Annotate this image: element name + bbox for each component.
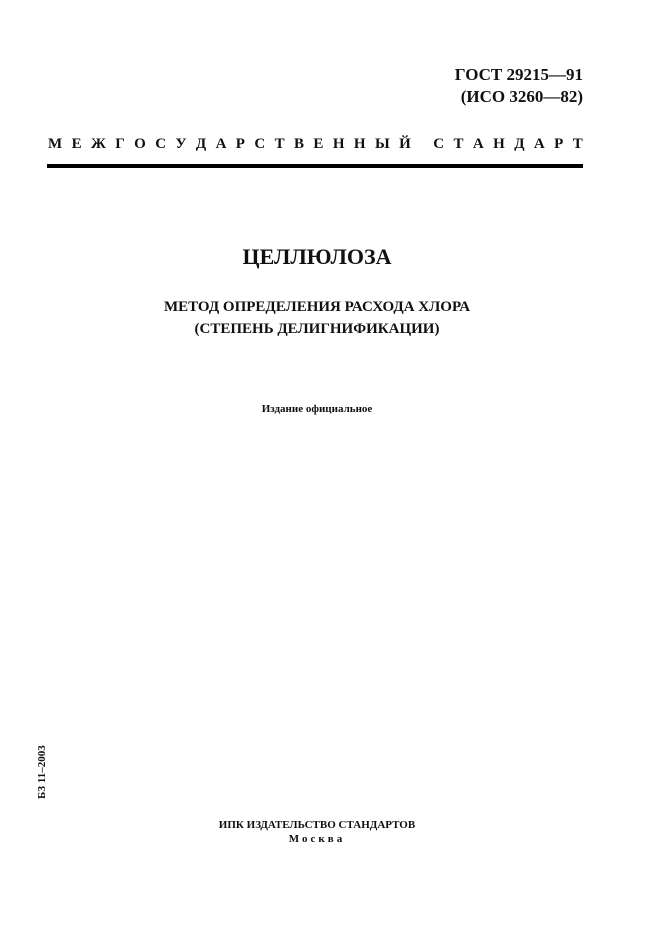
subtitle-line-1: МЕТОД ОПРЕДЕЛЕНИЯ РАСХОДА ХЛОРА [163,299,471,315]
standard-label-letter: Т [572,136,583,152]
header-rule [47,164,583,168]
publisher-city: Москва [288,833,346,845]
standard-label-letter: В [294,136,305,152]
standard-label-letter: С [433,136,445,152]
standard-label-letter: Ы [374,136,390,152]
standard-label-letter: С [155,136,167,152]
standard-label-letter: А [215,136,227,152]
standard-label-letter: С [254,136,266,152]
gost-number: ГОСТ 29215—91 [454,65,583,84]
standard-label-letter: А [533,136,545,152]
document-number-block [455,64,583,108]
standard-label-letter: Н [332,136,345,152]
publisher-name: ИПК ИЗДАТЕЛЬСТВО СТАНДАРТОВ [218,819,416,831]
standard-label-letter: Е [71,136,82,152]
standard-label-letter: Г [115,136,125,152]
standard-label-letter: Д [514,136,525,152]
publisher-block [0,818,634,846]
document-title: ЦЕЛЛЮЛОЗА [242,244,392,269]
standard-label-letter: Й [399,136,411,152]
side-catalog-code: БЗ 11–2003 [36,745,48,799]
standard-label-letter: Н [353,136,366,152]
standard-label-letter: Ж [90,136,106,152]
standard-label-letter: У [175,136,187,152]
subtitle-line-2: (СТЕПЕНЬ ДЕЛИГНИФИКАЦИИ) [194,321,440,337]
standard-label-letter: Д [195,136,207,152]
document-subtitle [0,296,634,340]
standard-label-letter: М [48,136,63,152]
standard-label-letter: Т [453,136,464,152]
iso-number: (ИСО 3260—82) [460,87,583,106]
standard-label-letter: Н [493,136,505,152]
standard-label-letter: Р [554,136,564,152]
official-edition-note: Издание официальное [261,403,373,415]
standard-label-letter: Е [313,136,324,152]
interstate-standard-label [48,136,583,153]
standard-label-letter: О [134,136,146,152]
standard-label-letter: Р [235,136,245,152]
standard-label-letter: А [472,136,484,152]
standard-label-letter: Т [274,136,285,152]
standard-label-letter [420,136,424,153]
